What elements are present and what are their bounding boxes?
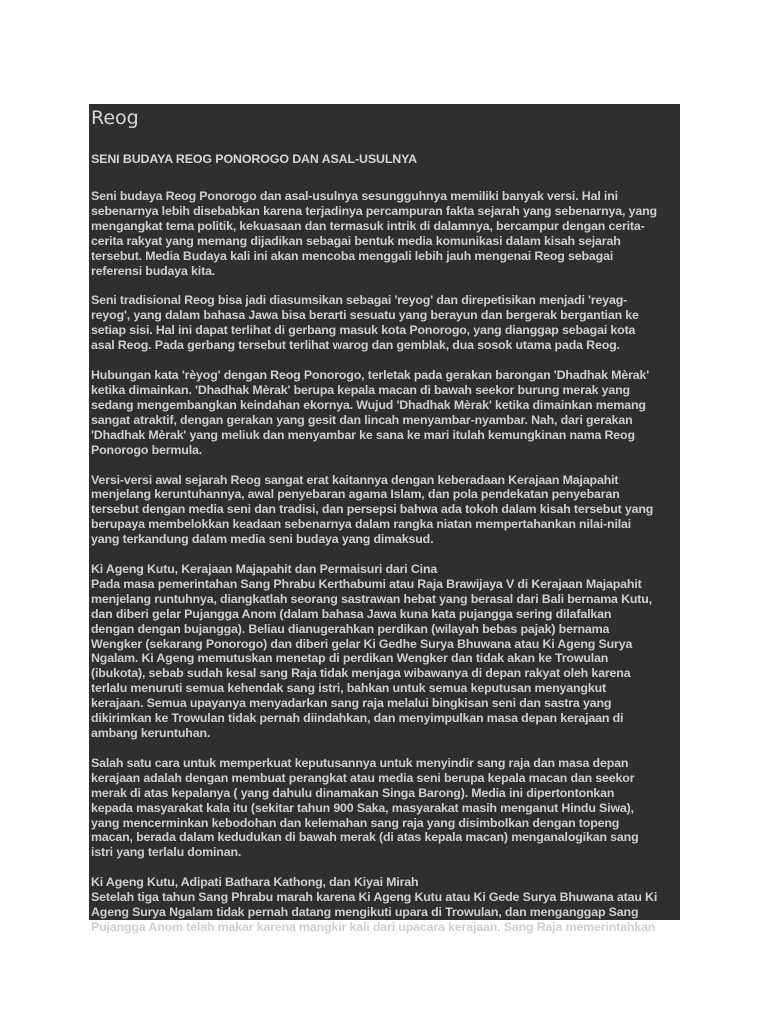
paragraph-line: Ngalam. Ki Ageng memutuskan menetap di perdikan Wengker dan tidak akan ke Trowulan [91,651,609,666]
paragraph-line: Wengker (sekarang Ponorogo) dan diberi gelar Ki Gedhe Surya Bhuwana atau Ki Ageng Surya [91,636,633,651]
paragraph-line: Versi-versi awal sejarah Reog sangat erat kaitannya dengan keberadaan Kerajaan Majapahit [91,472,619,487]
document-page [89,104,680,934]
paragraph-line: Hubungan kata 'rèyog' dengan Reog Ponorogo, terletak pada gerakan barongan 'Dhadhak Mèrak' [91,368,650,383]
paragraph [91,562,680,741]
paragraph-line: Ponorogo bermula. [91,442,203,457]
spacer [91,167,680,189]
paragraph [91,293,680,353]
paragraph-gap [91,353,680,368]
paragraph [91,875,680,935]
paragraph-line: sangat atraktif, dengan gerakan yang gesit dan lincah menyambar-nyambar. Nah, dari gerakan [91,412,633,427]
paragraph-line: Salah satu cara untuk memperkuat keputusannya untuk menyindir sang raja dan masa depan [91,755,629,770]
paragraph-line: dan diberi gelar Pujangga Anom (dalam bahasa Jawa kuna kata pujangga sering dilafalkan [91,606,612,621]
document-title: Reog [91,107,139,129]
paragraph-line: Ki Ageng Kutu, Kerajaan Majapahit dan Permaisuri dari Cina [91,562,438,577]
paragraph-line: kepada masyarakat kala itu (sekitar tahun 900 Saka, masyarakat masih menganut Hindu Siwa), [91,800,634,815]
paragraph [91,756,680,860]
paragraph-line: Ki Ageng Kutu, Adipati Bathara Kathong, dan Kiyai Mirah [91,875,419,890]
paragraph [91,473,680,548]
paragraph-line: tersebut. Media Budaya kali ini akan mencoba menggali lebih jauh mengenai Reog sebagai [91,248,614,263]
paragraph-line: ketika dimainkan. 'Dhadhak Mèrak' berupa kepala macan di bawah seekor burung merak yang [91,382,630,397]
paragraph-line: istri yang terlalu dominan. [91,845,242,860]
paragraph-line: Pujangga Anom telah makar karena mangkir kali dari upacara kerajaan. Sang Raja memerintahkan [91,919,656,934]
paragraph-line: mengangkat tema politik, kekuasaan dan termasuk intrik di dalamnya, bercampur dengan cerita- [91,218,645,233]
paragraph-line: berupaya membelokkan keadaan sebenarnya dalam rangka niatan mempertahankan nilai-nilai [91,517,632,532]
paragraph [91,189,680,278]
paragraph-line: (ibukota), sebab sudah kesal sang Raja tidak menjaga wibawanya di depan rakyat oleh karena [91,666,631,681]
paragraph-gap [91,278,680,293]
paragraph-line: yang terkandung dalam media seni budaya yang dimaksud. [91,532,434,547]
paragraph-gap [91,547,680,562]
paragraph-line: Pada masa pemerintahan Sang Phrabu Kerthabumi atau Raja Brawijaya V di Kerajaan Majapahit [91,576,642,591]
paragraph-line: kerajaan. Semua upayanya menyadarkan sang raja melalui bingkisan seni dan sastra yang [91,696,612,711]
paragraph-line: dengan dengan bujangga). Beliau dianugerahkan perdikan (wilayah bebas pajak) bernama [91,621,610,636]
paragraph-gap [91,741,680,756]
paragraph-line: menjelang keruntuhannya, awal penyebaran agama Islam, dan pola pendekatan penyebaran [91,487,620,502]
paragraph-line: cerita rakyat yang memang dijadikan sebagai bentuk media komunikasi dalam kisah sejarah [91,233,621,248]
paragraph-line: macan, berada dalam kedudukan di bawah merak (di atas kepala macan) menganalogikan sang [91,830,639,845]
paragraph-line: Setelah tiga tahun Sang Phrabu marah karena Ki Ageng Kutu atau Ki Gede Surya Bhuwana atau Ki [91,890,658,905]
paragraph-gap [91,860,680,875]
paragraph-line: kerajaan adalah dengan membuat perangkat atau media seni berupa kepala macan dan seekor [91,770,635,785]
paragraph-line: 'Dhadhak Mèrak' yang meliuk dan menyambar ke sana ke mari itulah kemungkinan nama Reog [91,427,635,442]
paragraph-line: yang mencerminkan kebodohan dan kelemahan sang raja yang disimbolkan dengan topeng [91,815,620,830]
paragraph-line: referensi budaya kita. [91,263,216,278]
paragraph-line: asal Reog. Pada gerbang tersebut terlihat warog dan gemblak, dua sosok utama pada Reog. [91,338,620,353]
document-body [91,189,680,935]
paragraph-line: ambang keruntuhan. [91,726,211,740]
paragraph-line: setiap sisi. Hal ini dapat terlihat di gerbang masuk kota Ponorogo, yang dianggap sebagai kota [91,323,636,338]
paragraph-line: terlalu menuruti semua kehendak sang istri, bahkan untuk semua keputusan menyangkut [91,681,606,696]
paragraph-line: tersebut dengan media seni dan tradisi, dan persepsi bahwa ada tokoh dalam kisah tersebut yang [91,502,654,517]
paragraph-line: menjelang runtuhnya, diangkatlah seorang sastrawan hebat yang berasal dari Bali bernama Kutu, [91,591,652,606]
paragraph [91,368,680,457]
paragraph-line: reyog', yang dalam bahasa Jawa bisa berarti sesuatu yang berayun dan bergerak bergantian ke [91,308,639,323]
paragraph-gap [91,458,680,473]
paragraph-line: sedang mengembangkan keindahan ekornya. Wujud 'Dhadhak Mèrak' ketika dimainkan memang [91,397,646,412]
paragraph-line: Seni budaya Reog Ponorogo dan asal-usulnya sesungguhnya memiliki banyak versi. Hal ini [91,189,618,203]
paragraph-line: Ageng Surya Ngalam tidak pernah datang mengikuti upara di Trowulan, dan menganggap Sang [91,905,639,920]
paragraph-line: dikirimkan ke Trowulan tidak pernah diindahkan, dan menyimpulkan masa depan kerajaan di [91,711,624,726]
document-subtitle: SENI BUDAYA REOG PONOROGO DAN ASAL-USULNYA [91,152,418,166]
paragraph-line: sebenarnya lebih disebabkan karena terjadinya percampuran fakta sejarah yang sebenarnya, yang [91,203,657,218]
paragraph-line: Seni tradisional Reog bisa jadi diasumsikan sebagai 'reyog' dan direpetisikan menjadi 'reyag- [91,293,628,308]
paragraph-line: merak di atas kepalanya ( yang dahulu dinamakan Singa Barong). Media ini dipertontonkan [91,785,615,800]
